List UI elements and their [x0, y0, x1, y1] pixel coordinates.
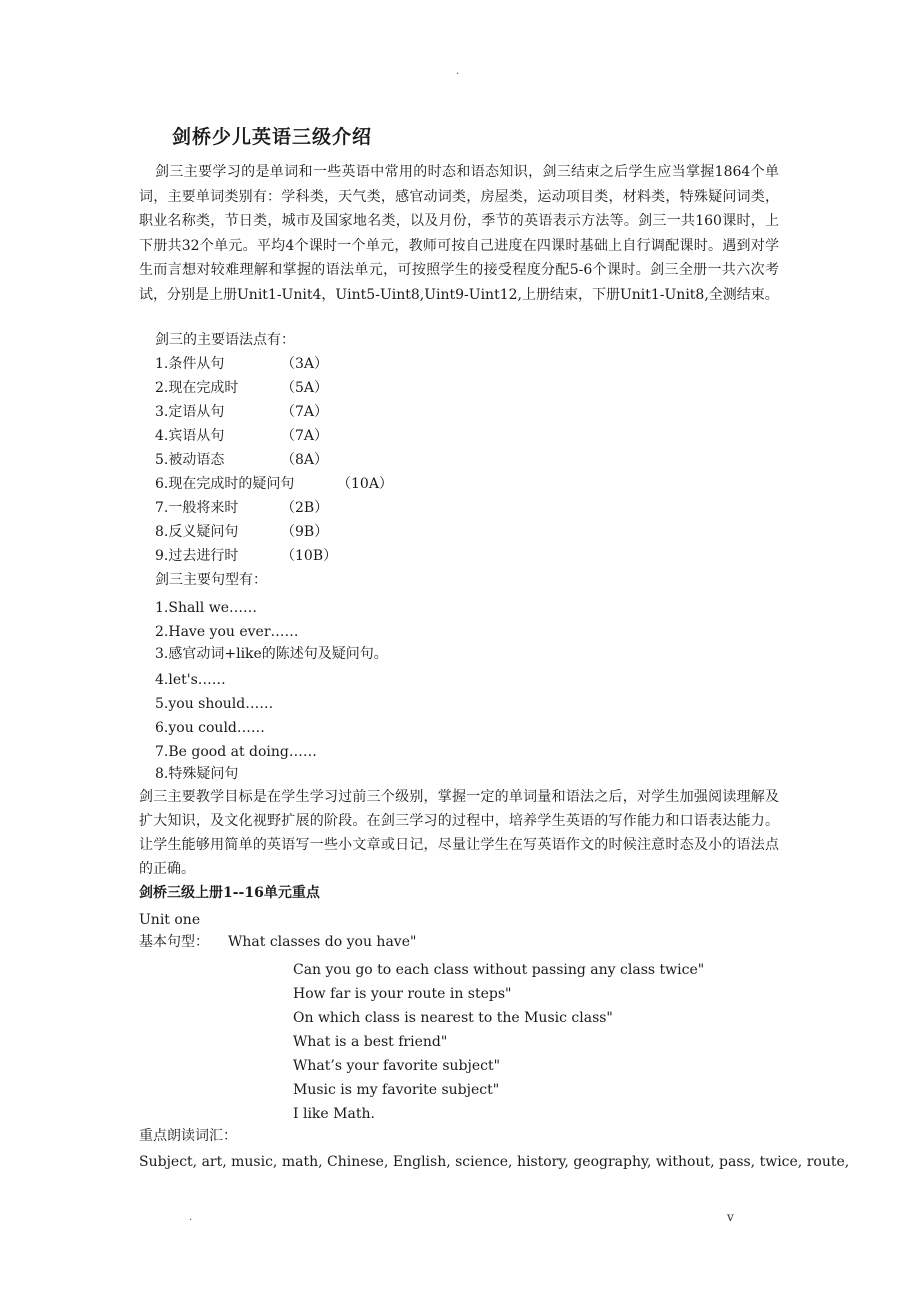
vocab-list: Subject, art, music, math, Chinese, English, science, history, geography, without, pass, twice, route, [139, 1154, 850, 1170]
grammar-item [155, 546, 555, 566]
header-mark: . [456, 66, 460, 77]
grammar-item-code: （5A） [281, 380, 329, 396]
grammar-item-label: 7.一般将来时 [155, 500, 239, 516]
grammar-item [155, 474, 555, 494]
grammar-item-code: （10A） [337, 476, 393, 492]
grammar-item-label: 9.过去进行时 [155, 548, 239, 564]
sentence-item: On which class is nearest to the Music class" [293, 1010, 613, 1026]
sentence-label: 基本句型： [139, 934, 209, 950]
grammar-item-label: 5.被动语态 [155, 452, 225, 468]
grammar-item-label: 4.宾语从句 [155, 428, 225, 444]
patterns-heading: 剑三主要句型有： [155, 572, 267, 588]
grammar-item [155, 354, 555, 374]
grammar-item-label: 8.反义疑问句 [155, 524, 239, 540]
pattern-item: 1.Shall we…… [155, 600, 257, 616]
pattern-item: 5.you should…… [155, 696, 274, 712]
grammar-item-label: 3.定语从句 [155, 404, 225, 420]
grammar-item-code: （3A） [281, 356, 329, 372]
grammar-item-label: 1.条件从句 [155, 356, 225, 372]
footer-left-mark: . [189, 1212, 193, 1223]
grammar-item-code: （8A） [281, 452, 329, 468]
sentence-item: How far is your route in steps" [293, 986, 512, 1002]
unit-name: Unit one [139, 912, 201, 928]
pattern-item: 6.you could…… [155, 720, 265, 736]
grammar-item-code: （9B） [281, 524, 329, 540]
grammar-item [155, 522, 555, 542]
sentence-item: What classes do you have" [228, 934, 417, 950]
sentence-item: Music is my favorite subject" [293, 1082, 500, 1098]
grammar-item [155, 378, 555, 398]
grammar-item-label: 2.现在完成时 [155, 380, 239, 396]
grammar-item [155, 450, 555, 470]
page-title: 剑桥少儿英语三级介绍 [172, 126, 373, 148]
pattern-item: 2.Have you ever…… [155, 624, 299, 640]
goal-paragraph: 剑三主要教学目标是在学生学习过前三个级别，掌握一定的单词量和语法之后，对学生加强阅读理解及扩大知识，及文化视野扩展的阶段。在剑三学习的过程中，培养学生英语的写作能力和口语表达能力。让学生能够用简单的英语写一些小文章或日记，尽量让学生在写英语作文的时候注意时态及小的语法点的正确。 [139, 789, 779, 877]
footer-right-mark: v [727, 1210, 734, 1224]
pattern-item: 3.感官动词+like的陈述句及疑问句。 [155, 646, 388, 662]
grammar-item-code: （10B） [281, 548, 338, 564]
grammar-item [155, 498, 555, 518]
pattern-item: 8.特殊疑问句 [155, 766, 239, 782]
pattern-item: 7.Be good at doing…… [155, 744, 317, 760]
sentence-item: What’s your favorite subject" [293, 1058, 501, 1074]
sentence-item: I like Math. [293, 1106, 375, 1122]
grammar-item-code: （7A） [281, 404, 329, 420]
vocab-label: 重点朗读词汇： [139, 1128, 237, 1144]
grammar-item-label: 6.现在完成时的疑问句 [155, 476, 295, 492]
grammar-item [155, 402, 555, 422]
pattern-item: 4.let's…… [155, 672, 226, 688]
grammar-heading: 剑三的主要语法点有： [155, 332, 295, 348]
section-title: 剑桥三级上册1--16单元重点 [139, 885, 320, 901]
intro-paragraph: 剑三主要学习的是单词和一些英语中常用的时态和语态知识，剑三结束之后学生应当掌握1864个单词，主要单词类别有：学科类，天气类，感官动词类，房屋类，运动项目类，材料类，特殊疑问词类，职业名称类，节日类，城市及国家地名类，以及月份，季节的英语表示方法等。剑三一共160课时，上下册共32个单元。平均4个课时一个单元，教师可按自己进度在四课时基础上自行调配课时。遇到对学生而言想对较难理解和掌握的语法单元，可按照学生的接受程度分配5-6个课时。剑三全册一共六次考试，分别是上册Unit1-Unit4，Uint5-Uint8,Uint9-Uint12,上册结束，下册Unit1-Unit8,全测结束。 [139, 164, 779, 303]
sentence-item: Can you go to each class without passing any class twice" [293, 962, 705, 978]
grammar-item [155, 426, 555, 446]
grammar-item-code: （7A） [281, 428, 329, 444]
grammar-item-code: （2B） [281, 500, 329, 516]
sentence-item: What is a best friend" [293, 1034, 448, 1050]
